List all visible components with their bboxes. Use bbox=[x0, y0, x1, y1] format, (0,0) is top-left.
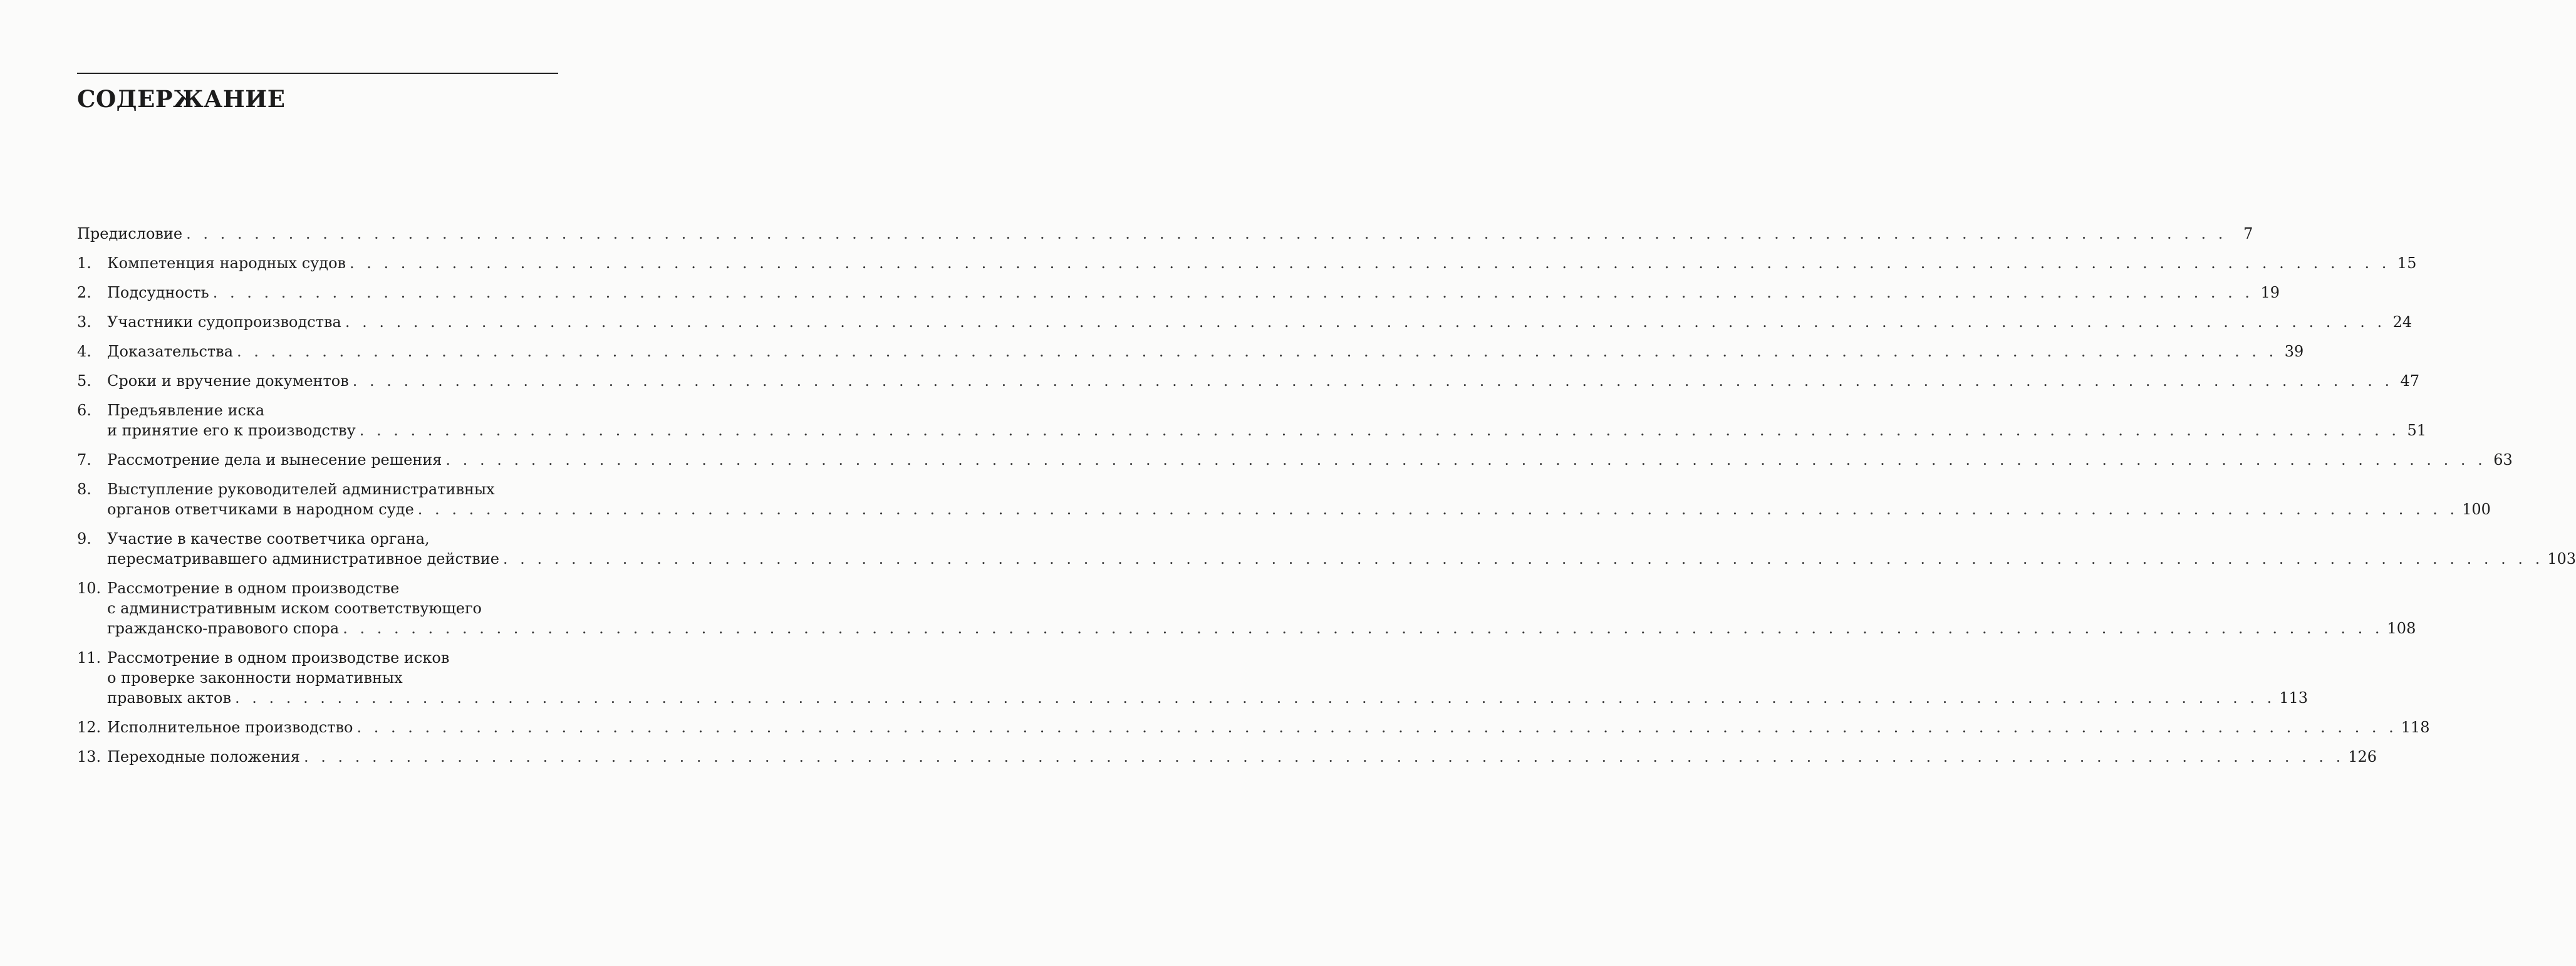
dot-leader: . . . . . . . . . . . . . . . . . . . . . . . . . . . . . . . . . . . . . . . . . . . . . . . . . . . . . . . . . . . . . . . . . . . . . . . . . . . . . . . . . . . . . . . . . . . . . . . . . . . . . . . . . . . . . . . . . . . . . . . . bbox=[350, 254, 2391, 272]
toc-entry-title-line: Сроки и вручение документов bbox=[107, 372, 349, 390]
toc-entry-page-number: 108 bbox=[2387, 620, 2416, 637]
toc-entry-number: 3. bbox=[77, 313, 91, 331]
toc-entry-page-number: 51 bbox=[2407, 422, 2427, 439]
toc-entry[interactable] bbox=[77, 341, 2304, 361]
toc-entry-number: 1. bbox=[77, 254, 91, 272]
toc-entry-title-line: Выступление руководителей административных bbox=[107, 480, 495, 498]
toc-entry-number: 8. bbox=[77, 480, 91, 498]
toc-entry-number: 4. bbox=[77, 343, 91, 360]
toc-entry-title-line: и принятие его к производству bbox=[107, 422, 356, 439]
toc-entry-page-number: 118 bbox=[2401, 719, 2430, 736]
toc-entry-title-line: с административным иском соответствующего bbox=[107, 600, 482, 617]
toc-entry-title-line: Участие в качестве соответчика органа, bbox=[107, 530, 430, 548]
dot-leader: . . . . . . . . . . . . . . . . . . . . . . . . . . . . . . . . . . . . . . . . . . . . . . . . . . . . . . . . . . . . . . . . . . . . . . . . . . . . . . . . . . . . . . . . . . . . . . . . . . . . . . . . . . . . . . . . . . . . . . . . bbox=[343, 620, 2384, 637]
dot-leader: . . . . . . . . . . . . . . . . . . . . . . . . . . . . . . . . . . . . . . . . . . . . . . . . . . . . . . . . . . . . . . . . . . . . . . . . . . . . . . . . . . . . . . . . . . . . . . . . . . . . . . . . . . . . . . . . . . . . . . . . bbox=[356, 719, 2397, 736]
toc-entry-number: 13. bbox=[77, 748, 101, 766]
toc-entry-title-line: гражданско-правового спора bbox=[107, 620, 340, 637]
table-of-contents bbox=[77, 224, 2576, 776]
toc-entry-page-number: 24 bbox=[2392, 313, 2412, 331]
toc-entry-page-number: 63 bbox=[2493, 451, 2513, 469]
toc-entry[interactable] bbox=[77, 529, 2576, 569]
toc-entry[interactable] bbox=[77, 578, 2416, 638]
toc-entry-title-line: Исполнительное производство bbox=[107, 719, 353, 736]
toc-entry-page-number: 19 bbox=[2260, 284, 2280, 301]
toc-entry-number: 2. bbox=[77, 284, 91, 301]
toc-entry-page-number: 126 bbox=[2348, 748, 2377, 766]
toc-entry-title-line: правовых актов bbox=[107, 689, 231, 707]
toc-entry-number: 10. bbox=[77, 579, 101, 597]
dot-leader: . . . . . . . . . . . . . . . . . . . . . . . . . . . . . . . . . . . . . . . . . . . . . . . . . . . . . . . . . . . . . . . . . . . . . . . . . . . . . . . . . . . . . . . . . . . . . . . . . . . . . . . . . . . . . . . . . . . . . . . . bbox=[352, 372, 2394, 390]
toc-entry-title-line: Рассмотрение дела и вынесение решения bbox=[107, 451, 442, 469]
toc-entry-title-line: органов ответчиками в народном суде bbox=[107, 501, 414, 518]
toc-entry-title-line: Переходные положения bbox=[107, 748, 300, 766]
toc-entry-number: 11. bbox=[77, 649, 101, 667]
toc-entry[interactable] bbox=[77, 312, 2412, 332]
toc-entry-page-number: 113 bbox=[2279, 689, 2309, 707]
dot-leader: . . . . . . . . . . . . . . . . . . . . . . . . . . . . . . . . . . . . . . . . . . . . . . . . . . . . . . . . . . . . . . . . . . . . . . . . . . . . . . . . . . . . . . . . . . . . . . . . . . . . . . . . . . . . . . . . . . . . . . . . bbox=[445, 451, 2486, 469]
toc-entry-number: 5. bbox=[77, 372, 91, 390]
dot-leader: . . . . . . . . . . . . . . . . . . . . . . . . . . . . . . . . . . . . . . . . . . . . . . . . . . . . . . . . . . . . . . . . . . . . . . . . . . . . . . . . . . . . . . . . . . . . . . . . . . . . . . . . . . . . . . . . . . . . . . . . bbox=[234, 689, 2276, 707]
page-title: СОДЕРЖАНИЕ bbox=[77, 85, 286, 113]
toc-entry[interactable] bbox=[77, 450, 2513, 470]
toc-entry-title-line: Предисловие bbox=[77, 225, 183, 242]
toc-entry-title-line: Участники судопроизводства bbox=[107, 313, 341, 331]
toc-entry[interactable] bbox=[77, 747, 2377, 767]
toc-entry[interactable] bbox=[77, 648, 2309, 708]
top-rule bbox=[77, 73, 558, 74]
toc-entry[interactable] bbox=[77, 371, 2420, 391]
dot-leader: . . . . . . . . . . . . . . . . . . . . . . . . . . . . . . . . . . . . . . . . . . . . . . . . . . . . . . . . . . . . . . . . . . . . . . . . . . . . . . . . . . . . . . . . . . . . . . . . . . . . . . . . . . . . . . . . . . . . . . . . bbox=[502, 550, 2544, 568]
toc-entry[interactable] bbox=[77, 717, 2430, 737]
toc-entry-page-number: 103 bbox=[2547, 550, 2576, 568]
toc-entry-page-number: 7 bbox=[2243, 225, 2253, 242]
toc-entry-page-number: 47 bbox=[2400, 372, 2420, 390]
toc-entry-title-line: Рассмотрение в одном производстве исков bbox=[107, 649, 450, 667]
toc-entry-number: 12. bbox=[77, 719, 101, 736]
toc-entry[interactable] bbox=[77, 400, 2427, 440]
dot-leader: . . . . . . . . . . . . . . . . . . . . . . . . . . . . . . . . . . . . . . . . . . . . . . . . . . . . . . . . . . . . . . . . . . . . . . . . . . . . . . . . . . . . . . . . . . . . . . . . . . . . . . . . . . . . . . . . . . . . . . . . bbox=[186, 225, 2227, 242]
dot-leader: . . . . . . . . . . . . . . . . . . . . . . . . . . . . . . . . . . . . . . . . . . . . . . . . . . . . . . . . . . . . . . . . . . . . . . . . . . . . . . . . . . . . . . . . . . . . . . . . . . . . . . . . . . . . . . . . . . . . . . . . bbox=[212, 284, 2254, 301]
toc-entry-page-number: 39 bbox=[2284, 343, 2304, 360]
toc-entry-title-line: Рассмотрение в одном производстве bbox=[107, 579, 400, 597]
toc-entry-page-number: 15 bbox=[2397, 254, 2417, 272]
toc-entry-number: 7. bbox=[77, 451, 91, 469]
toc-entry-number: 6. bbox=[77, 402, 91, 419]
toc-entry-title-line: Подсудность bbox=[107, 284, 209, 301]
toc-entry-title-line: о проверке законности нормативных bbox=[107, 669, 403, 687]
toc-entry[interactable] bbox=[77, 283, 2280, 303]
dot-leader: . . . . . . . . . . . . . . . . . . . . . . . . . . . . . . . . . . . . . . . . . . . . . . . . . . . . . . . . . . . . . . . . . . . . . . . . . . . . . . . . . . . . . . . . . . . . . . . . . . . . . . . . . . . . . . . . . . . . . . . . bbox=[359, 422, 2401, 439]
toc-entry[interactable] bbox=[77, 253, 2417, 273]
toc-entry[interactable] bbox=[77, 224, 2253, 244]
toc-entry-title-line: Компетенция народных судов bbox=[107, 254, 346, 272]
toc-entry-title-line: пересматривавшего административное действие bbox=[107, 550, 499, 568]
dot-leader: . . . . . . . . . . . . . . . . . . . . . . . . . . . . . . . . . . . . . . . . . . . . . . . . . . . . . . . . . . . . . . . . . . . . . . . . . . . . . . . . . . . . . . . . . . . . . . . . . . . . . . . . . . . . . . . . . . . . . . . . bbox=[303, 748, 2345, 766]
dot-leader: . . . . . . . . . . . . . . . . . . . . . . . . . . . . . . . . . . . . . . . . . . . . . . . . . . . . . . . . . . . . . . . . . . . . . . . . . . . . . . . . . . . . . . . . . . . . . . . . . . . . . . . . . . . . . . . . . . . . . . . . bbox=[237, 343, 2278, 360]
toc-entry-title-line: Доказательства bbox=[107, 343, 233, 360]
dot-leader: . . . . . . . . . . . . . . . . . . . . . . . . . . . . . . . . . . . . . . . . . . . . . . . . . . . . . . . . . . . . . . . . . . . . . . . . . . . . . . . . . . . . . . . . . . . . . . . . . . . . . . . . . . . . . . . . . . . . . . . . bbox=[417, 501, 2459, 518]
toc-entry-page-number: 100 bbox=[2462, 501, 2491, 518]
toc-entry-title-line: Предъявление иска bbox=[107, 402, 265, 419]
toc-entry-number: 9. bbox=[77, 530, 91, 548]
toc-entry[interactable] bbox=[77, 479, 2491, 519]
dot-leader: . . . . . . . . . . . . . . . . . . . . . . . . . . . . . . . . . . . . . . . . . . . . . . . . . . . . . . . . . . . . . . . . . . . . . . . . . . . . . . . . . . . . . . . . . . . . . . . . . . . . . . . . . . . . . . . . . . . . . . . . bbox=[345, 313, 2386, 331]
